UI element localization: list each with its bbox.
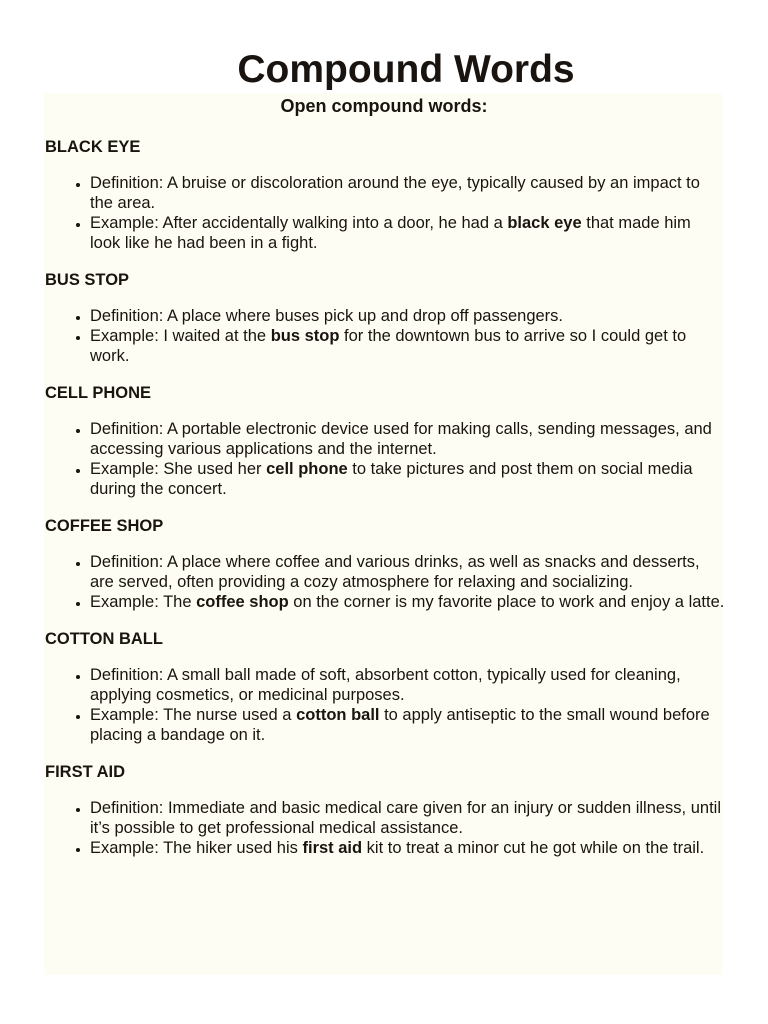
entry-definition: • Definition: A bruise or discoloration around the eye, typically caused by an impact to the area. bbox=[90, 173, 725, 213]
entry-term: COTTON BALL bbox=[45, 630, 163, 648]
example-text: to apply antiseptic to the small wound before placing a bandage on it. bbox=[90, 706, 710, 744]
entry-details bbox=[45, 173, 725, 253]
example-highlight: coffee shop bbox=[196, 593, 289, 611]
entry-example bbox=[90, 213, 725, 253]
entry-term: COFFEE SHOP bbox=[45, 517, 164, 535]
entry-details bbox=[45, 665, 725, 745]
entry-term: CELL PHONE bbox=[45, 384, 152, 402]
entry bbox=[45, 382, 725, 499]
entry bbox=[45, 515, 725, 612]
example-highlight: cell phone bbox=[266, 460, 348, 478]
example-text: Example: The nurse used a bbox=[90, 706, 297, 724]
entry-definition: • Definition: Immediate and basic medical care given for an injury or sudden illness, until it’s possible to get professional medical assistance. bbox=[90, 798, 725, 838]
entry bbox=[45, 628, 725, 745]
entry-term: BLACK EYE bbox=[45, 138, 141, 156]
example-text: that made him look like he had been in a fight. bbox=[90, 214, 691, 252]
entry-details bbox=[45, 798, 725, 858]
example-highlight: first aid bbox=[302, 839, 363, 857]
entry-term: BUS STOP bbox=[45, 271, 130, 289]
example-text: kit to treat a minor cut he got while on the trail. bbox=[362, 839, 705, 857]
entry bbox=[45, 269, 725, 366]
entry bbox=[45, 136, 725, 253]
entry-details bbox=[45, 306, 725, 366]
example-text: on the corner is my favorite place to work and enjoy a latte. bbox=[288, 593, 725, 611]
entries-list bbox=[45, 136, 725, 874]
entry-definition: • Definition: A place where buses pick up and drop off passengers. bbox=[90, 306, 725, 326]
example-text: to take pictures and post them on social media during the concert. bbox=[90, 460, 693, 498]
entry-example bbox=[90, 326, 725, 366]
example-text: for the downtown bus to arrive so I could get to work. bbox=[90, 327, 687, 365]
entry-example bbox=[90, 459, 725, 499]
section-subtitle: Open compound words: bbox=[280, 96, 488, 116]
entry-term: FIRST AID bbox=[45, 763, 126, 781]
entry-example bbox=[90, 838, 725, 858]
example-highlight: black eye bbox=[507, 214, 582, 232]
entry-definition: • Definition: A place where coffee and various drinks, as well as snacks and desserts, are served, often providing a cozy atmosphere for relaxing and socializing. bbox=[90, 552, 725, 592]
example-text: Example: After accidentally walking into a door, he had a bbox=[90, 214, 508, 232]
example-text: Example: The bbox=[90, 593, 197, 611]
entry-definition: • Definition: A small ball made of soft, absorbent cotton, typically used for cleaning, applying cosmetics, or medicinal purposes. bbox=[90, 665, 725, 705]
entry-definition: • Definition: A portable electronic device used for making calls, sending messages, and accessing various applications and the internet. bbox=[90, 419, 725, 459]
example-highlight: cotton ball bbox=[296, 706, 380, 724]
entry-details bbox=[45, 419, 725, 499]
page-title: Compound Words bbox=[237, 48, 575, 91]
example-text: Example: The hiker used his bbox=[90, 839, 303, 857]
entry-example bbox=[90, 592, 725, 612]
example-text: Example: I waited at the bbox=[90, 327, 271, 345]
example-highlight: bus stop bbox=[270, 327, 340, 345]
entry-example bbox=[90, 705, 725, 745]
entry bbox=[45, 761, 725, 858]
example-text: Example: She used her bbox=[90, 460, 267, 478]
entry-details bbox=[45, 552, 725, 612]
